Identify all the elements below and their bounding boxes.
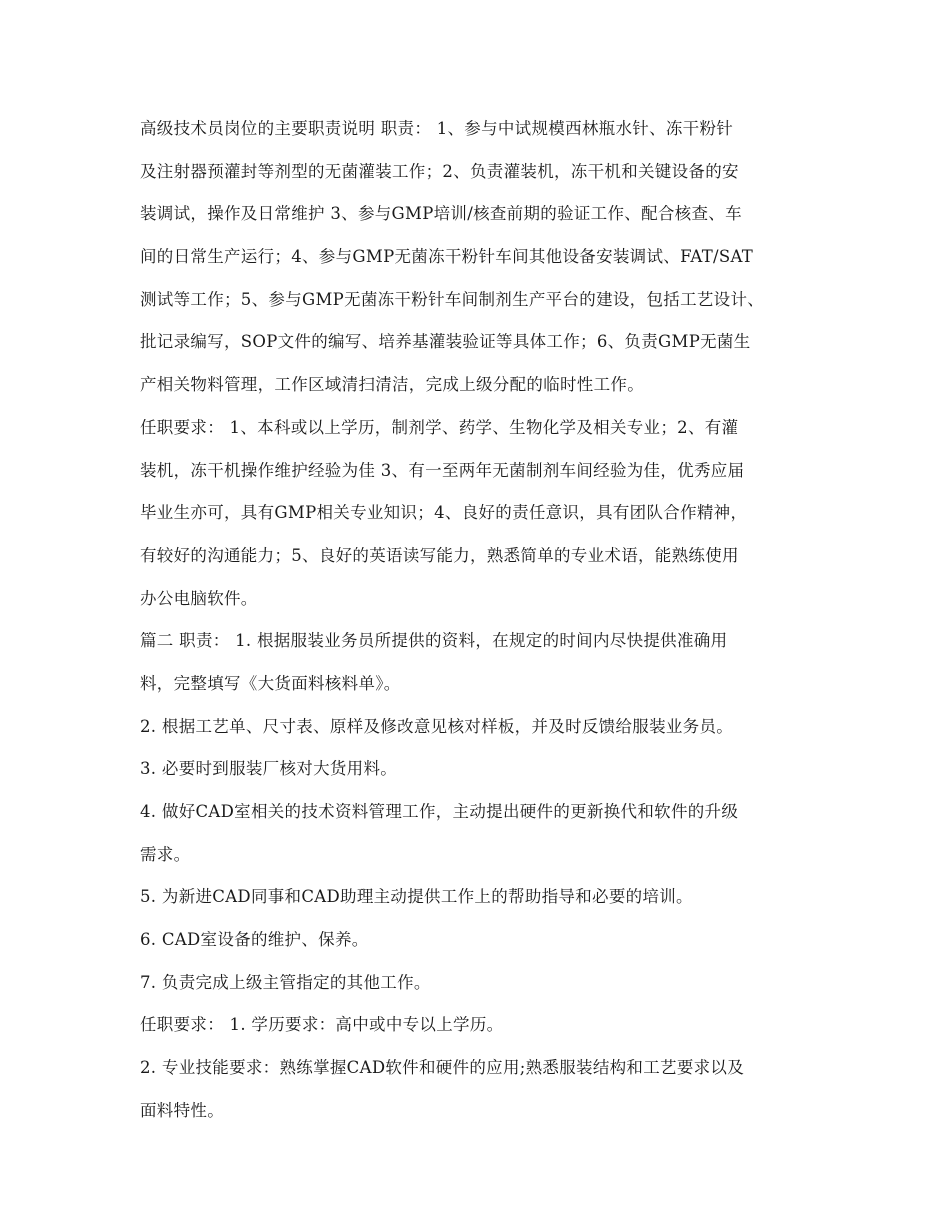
text-line: 任职要求： 1. 学历要求：高中或中专以上学历。: [140, 1015, 504, 1035]
text-line: 2. 专业技能要求：熟练掌握CAD软件和硬件的应用;熟悉服装结构和工艺要求以及: [140, 1058, 745, 1078]
text-line: 任职要求： 1、本科或以上学历，制剂学、药学、生物化学及相关专业；2、有灌: [140, 417, 739, 437]
text-line: 2. 根据工艺单、尺寸表、原样及修改意见核对样板，并及时反馈给服装业务员。: [140, 716, 734, 736]
text-line: 6. CAD室设备的维护、保养。: [140, 930, 369, 950]
text-line: 测试等工作；5、参与GMP无菌冻干粉针车间制剂生产平台的建设，包括工艺设计、: [140, 289, 765, 309]
text-line: 面料特性。: [140, 1100, 224, 1120]
text-line: 装机，冻干机操作维护经验为佳 3、有一至两年无菌制剂车间经验为佳，优秀应届: [140, 460, 745, 480]
text-line: 装调试，操作及日常维护 3、参与GMP培训/核查前期的验证工作、配合核查、车: [140, 204, 742, 224]
text-line: 产相关物料管理，工作区域清扫清洁，完成上级分配的临时性工作。: [140, 375, 644, 395]
text-line: 篇二 职责： 1. 根据服装业务员所提供的资料，在规定的时间内尽快提供准确用: [140, 631, 728, 651]
text-line: 高级技术员岗位的主要职责说明 职责： 1、参与中试规模西林瓶水针、冻干粉针: [140, 119, 734, 138]
text-line: 4. 做好CAD室相关的技术资料管理工作，主动提出硬件的更新换代和软件的升级: [140, 802, 739, 821]
text-line: 需求。: [140, 844, 191, 864]
text-line: 及注射器预灌封等剂型的无菌灌装工作；2、负责灌装机，冻干机和关键设备的安: [140, 161, 739, 181]
text-line: 有较好的沟通能力；5、良好的英语读写能力，熟悉简单的专业术语，能熟练使用: [140, 545, 739, 565]
text-line: 料，完整填写《大货面料核料单》。: [140, 673, 401, 693]
text-line: 3. 必要时到服装厂核对大货用料。: [140, 759, 398, 779]
text-line: 间的日常生产运行；4、参与GMP无菌冻干粉针车间其他设备安装调试、FAT/SAT: [140, 247, 754, 267]
text-line: 7. 负责完成上级主管指定的其他工作。: [140, 972, 431, 992]
text-line: 办公电脑软件。: [140, 588, 258, 608]
document-body: [140, 108, 820, 1133]
text-line: 批记录编写，SOP文件的编写、培养基灌装验证等具体工作；6、负责GMP无菌生: [140, 332, 751, 352]
text-line: 毕业生亦可，具有GMP相关专业知识；4、良好的责任意识，具有团队合作精神，: [140, 503, 748, 523]
text-line: 5. 为新进CAD同事和CAD助理主动提供工作上的帮助指导和必要的培训。: [140, 887, 693, 907]
